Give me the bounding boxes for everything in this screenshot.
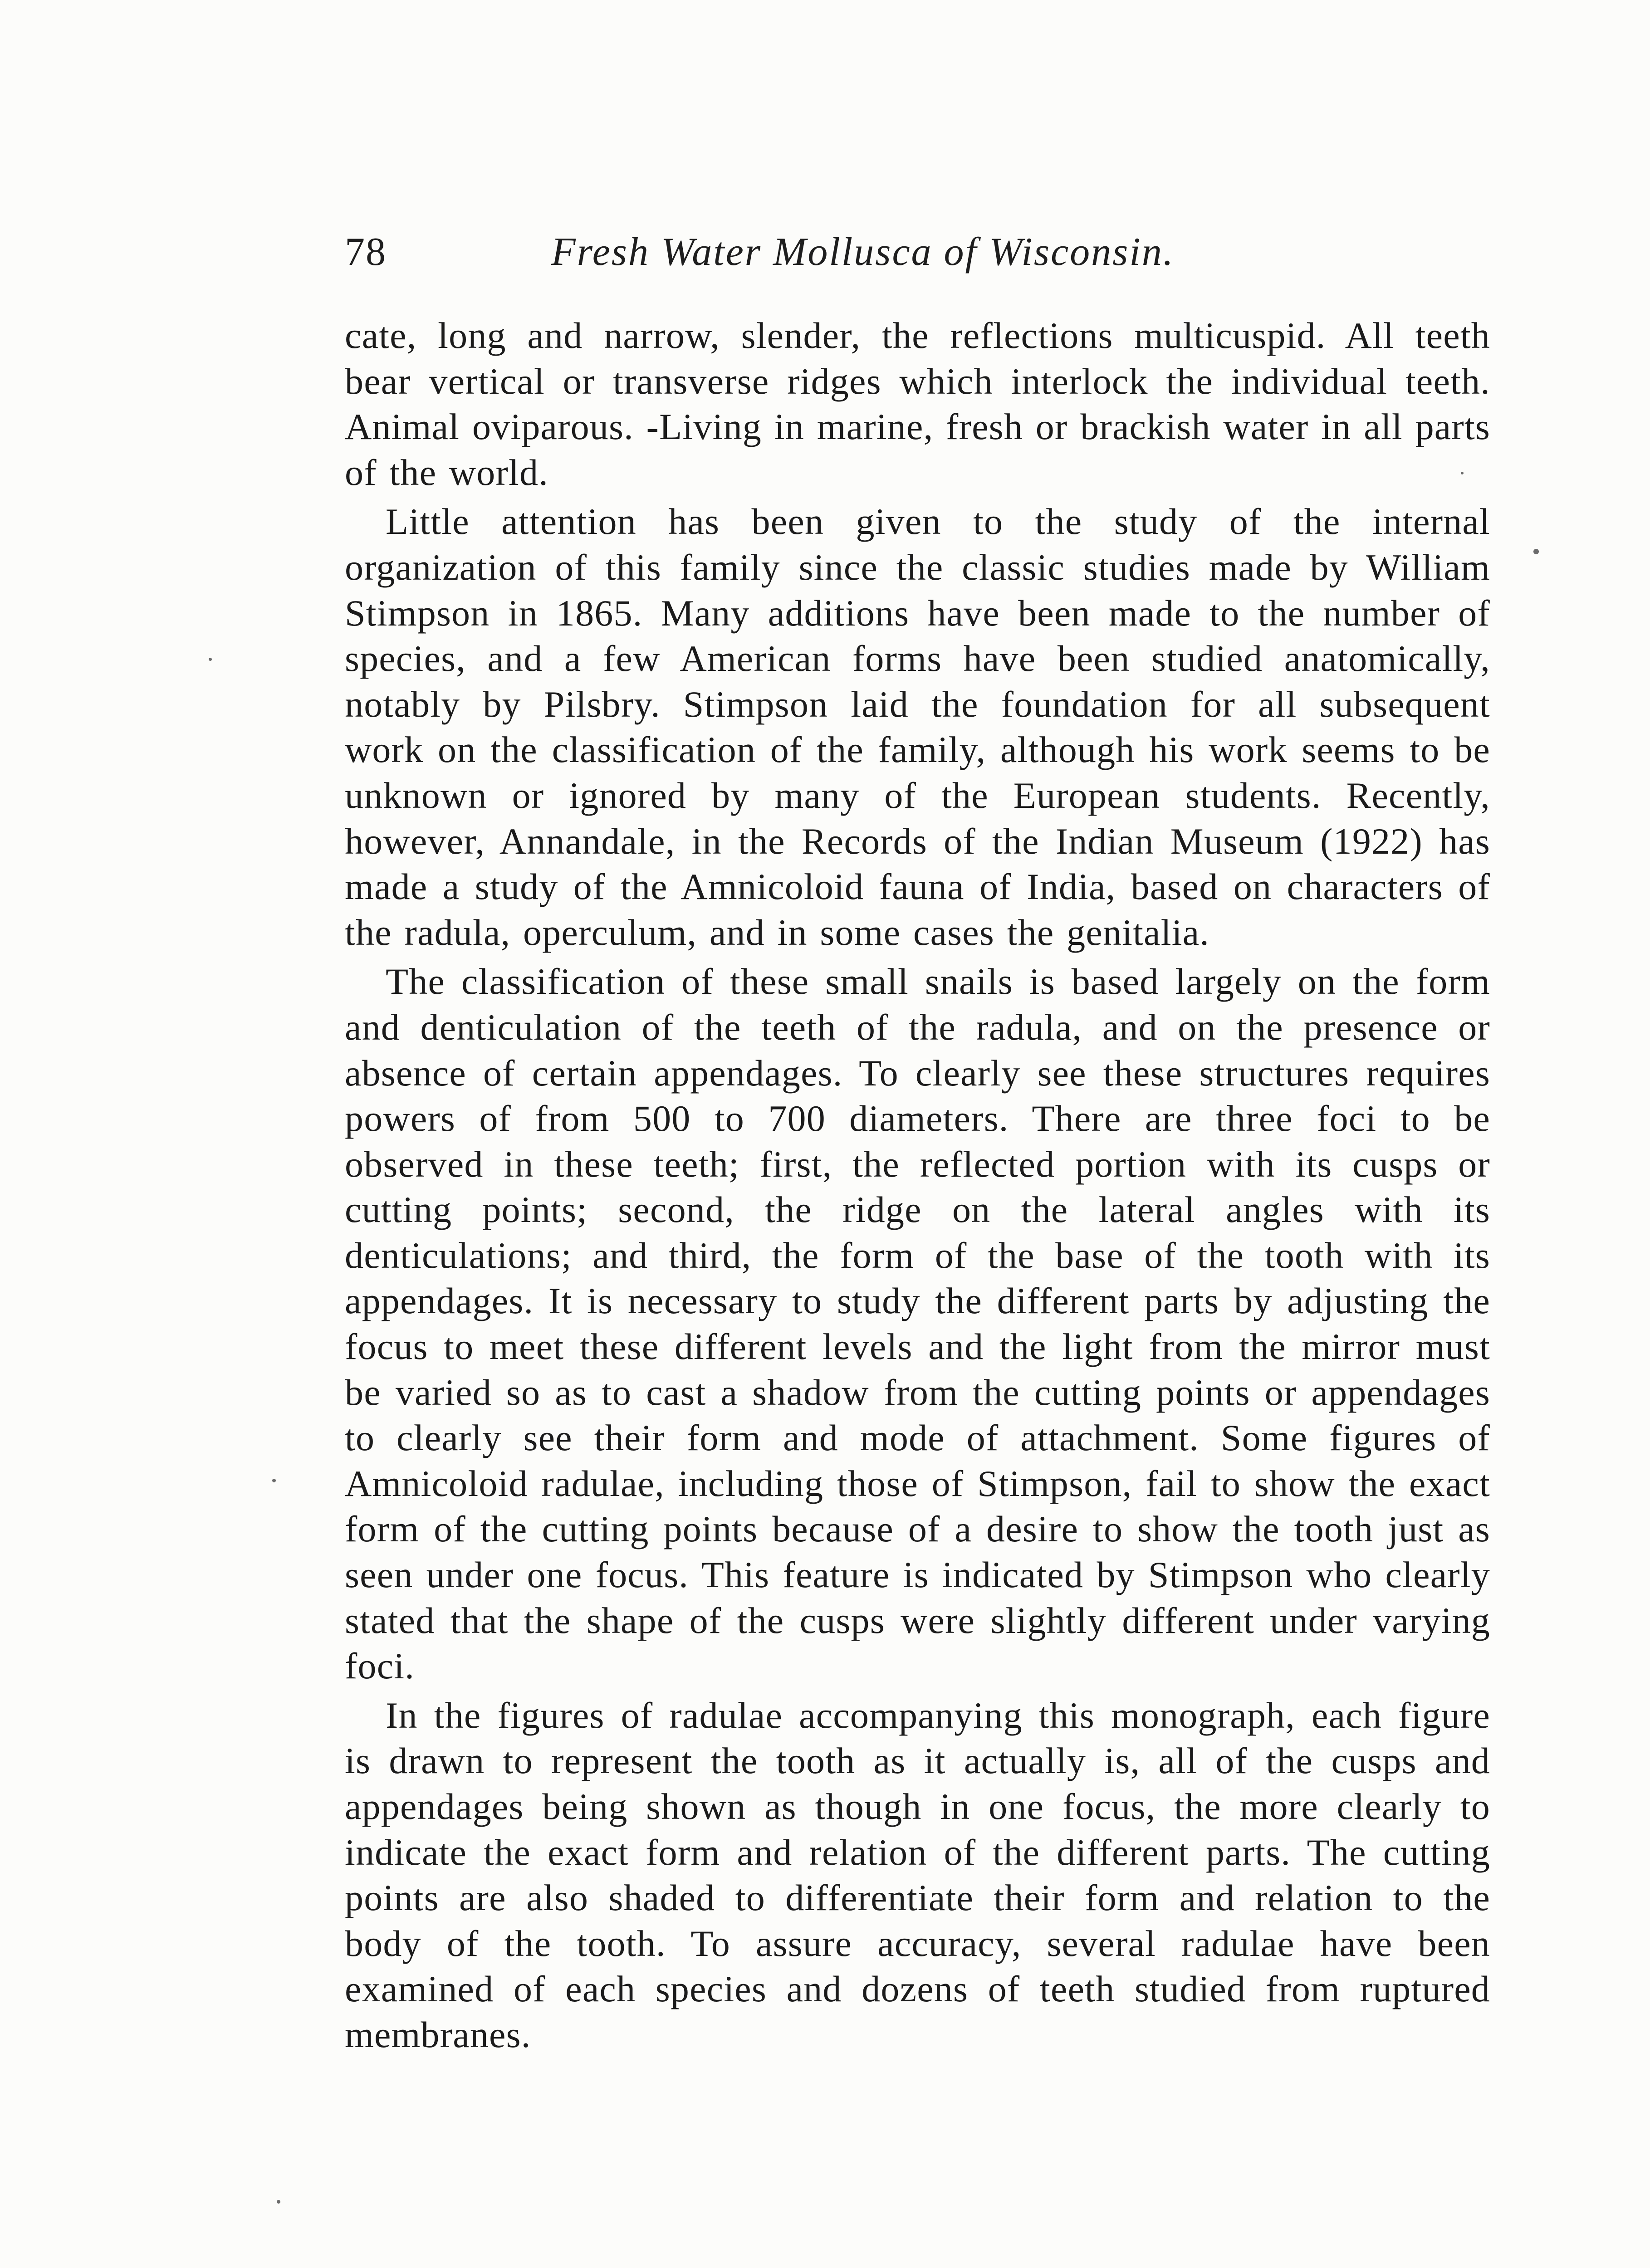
running-title: Fresh Water Mollusca of Wisconsin. bbox=[551, 230, 1175, 274]
page-number: 78 bbox=[345, 230, 387, 274]
paragraph-classification: The classification of these small snails is based largely on the form and denticulation of the teeth of the radula, and on the presence or absence of certain appendages. To clearly see these structures requires powers of from 500 to 700 diameters. There are three foci to be observed in these teeth; first, the reflected portion with its cusps or cutting points; second, the ridge on the lateral angles with its denticulations; and third, the form of the base of the tooth with its appendages. It is necessary to study the different parts by adjusting the focus to meet these different levels and the light from the mirror must be varied so as to cast a shadow from the cutting points or appendages to clearly see their form and mode of attachment. Some figures of Amnicoloid radulae, including those of Stimpson, fail to show the exact form of the cutting points because of a desire to show the tooth just as seen under one focus. This feature is indicated by Stimpson who clearly stated that the shape of the cusps were slightly different under varying foci. bbox=[345, 961, 1490, 1687]
scan-speck bbox=[277, 2200, 280, 2204]
paragraph-stimpson-history: Little attention has been given to the study of the internal organization of this family since the classic studies made by William Stimpson in 1865. Many additions have been made to the number of species, and a few American forms have been studied anatomically, notably by Pilsbry. Stimpson laid the foundation for all subsequent work on the classification of the family, although his work seems to be unknown or ignored by many of the European students. Recently, however, Annandale, in the Records of the Indian Museum (1922) has made a study of the Amnicoloid fauna of India, based on characters of the radula, operculum, and in some cases the genitalia. bbox=[345, 501, 1490, 953]
scan-speck bbox=[1533, 549, 1539, 554]
paragraph-continuation: cate, long and narrow, slender, the reflections multicuspid. All teeth bear vertical or transverse ridges which interlock the individual teeth. Animal oviparous. -Living in marine, fresh or brackish water in all parts of the world. bbox=[345, 315, 1490, 493]
paragraph-radulae-figures: In the figures of radulae accompanying this monograph, each figure is drawn to represent the tooth as it actually is, all of the cusps and appendages being shown as though in one focus, the more clearly to indicate the exact form and relation of the different parts. The cutting points are also shaded to differentiate their form and relation to the body of the tooth. To assure accuracy, several radulae have been examined of each species and dozens of teeth studied from ruptured membranes. bbox=[345, 1694, 1490, 2055]
scan-speck bbox=[272, 1479, 276, 1482]
page-header bbox=[345, 229, 1490, 293]
scan-speck bbox=[1461, 472, 1464, 474]
scan-speck bbox=[209, 658, 212, 661]
body-text bbox=[345, 313, 1490, 2058]
